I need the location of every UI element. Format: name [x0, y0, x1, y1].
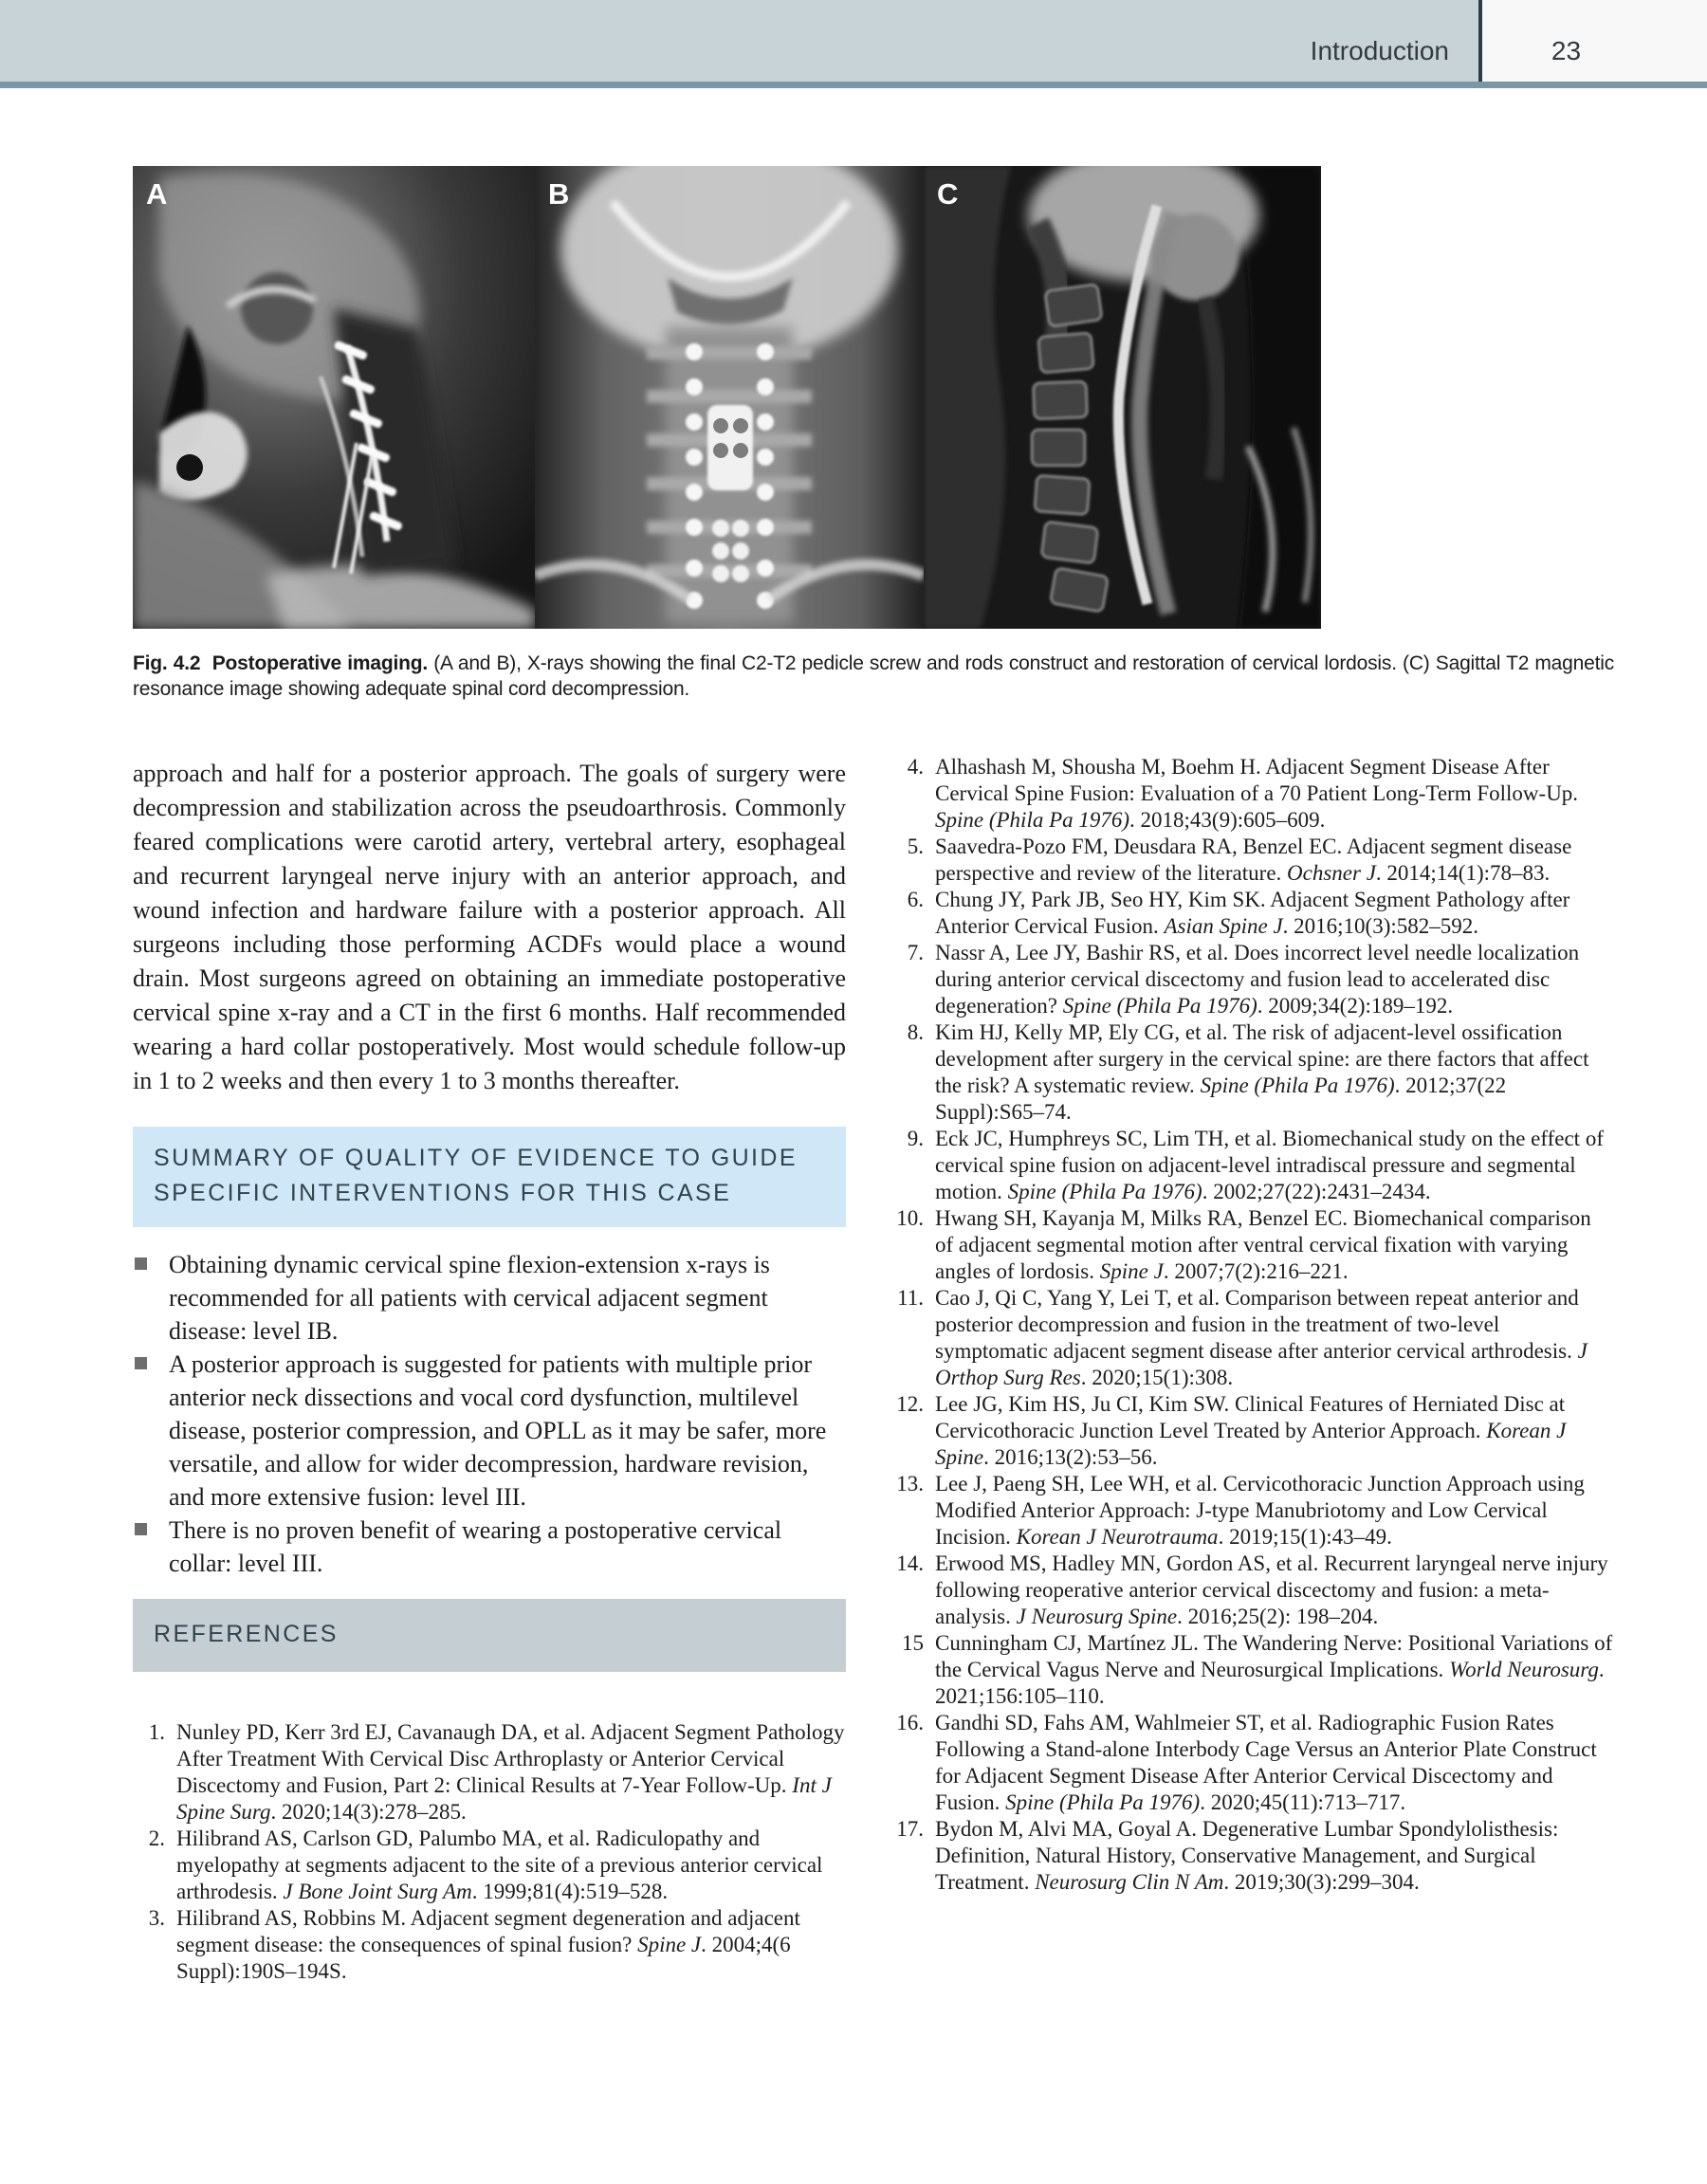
reference-journal: Ochsner J: [1287, 861, 1376, 885]
reference-text: . 2021;156:105–110.: [935, 1658, 1605, 1708]
reference-item: [891, 834, 1614, 887]
reference-number: 8.: [907, 1020, 924, 1044]
reference-journal: Spine J: [1099, 1259, 1164, 1283]
reference-item: [891, 1710, 1614, 1816]
reference-item: [891, 1126, 1614, 1205]
reference-text: . 2016;10(3):582–592.: [1282, 914, 1479, 938]
reference-number: 12.: [896, 1392, 924, 1416]
reference-text: Gandhi SD, Fahs AM, Wahlmeier ST, et al. Radiographic Fusion Rates Following a Stand-alone Interbody Cage Versus an Anterior Plate Construct for Adjacent Segment Disease After Anterior Cervical Discectomy and Fusion.: [935, 1711, 1597, 1814]
figure-4-2: [133, 166, 1321, 629]
reference-number: 11.: [897, 1286, 924, 1310]
reference-text: . 2012;37(22 Suppl):S65–74.: [935, 1074, 1507, 1124]
reference-number: 16.: [896, 1711, 924, 1734]
reference-text: Hilibrand AS, Carlson GD, Palumbo MA, et al. Radiculopathy and myelopathy at segments adjacent to the site of a previous anterior cervical arthrodesis.: [176, 1826, 823, 1903]
reference-text: Chung JY, Park JB, Seo HY, Kim SK. Adjacent Segment Pathology after Anterior Cervical Fusion.: [935, 888, 1570, 938]
reference-number: 7.: [907, 941, 924, 964]
summary-box-title: SUMMARY OF QUALITY OF EVIDENCE TO GUIDE SPECIFIC INTERVENTIONS FOR THIS CASE: [154, 1145, 798, 1206]
figure-panel-b-ap-xray: [535, 166, 924, 629]
reference-text: . 2016;13(2):53–56.: [983, 1445, 1158, 1469]
reference-number: 4.: [907, 755, 924, 779]
references-list-left: [133, 1719, 846, 1985]
reference-text: Lee JG, Kim HS, Ju CI, Kim SW. Clinical Features of Herniated Disc at Cervicothoracic Junction Level Treated by Anterior Approach.: [935, 1392, 1566, 1442]
reference-text: . 2020;14(3):278–285.: [270, 1800, 467, 1824]
figure-caption-text: (A and B), X-rays showing the final C2-T2 pedicle screw and rods construct and restoration of cervical lordosis. (C) Sagittal T2 magnetic resonance image showing adequate spinal cord decompression.: [133, 652, 1614, 700]
ap-xray-graphic: [535, 166, 924, 629]
reference-number: 17.: [896, 1817, 924, 1841]
panel-label-a: A: [146, 177, 168, 211]
references-heading-title: REFERENCES: [154, 1621, 339, 1647]
reference-item: [891, 1630, 1614, 1710]
reference-number: 15: [902, 1631, 924, 1655]
reference-text: Hilibrand AS, Robbins M. Adjacent segment degeneration and adjacent segment disease: the consequences of spinal fusion?: [176, 1906, 800, 1956]
reference-text: Kim HJ, Kelly MP, Ely CG, et al. The risk of adjacent-level ossification development after surgery in the cervical spine: are there factors that affect the risk? A systematic review.: [935, 1020, 1589, 1097]
panel-label-c: C: [937, 177, 959, 211]
body-paragraph: approach and half for a posterior approach. The goals of surgery were decompression and stabilization across the pseudoarthrosis. Commonly feared complications were carotid artery, vertebral artery, esophageal and recurrent laryngeal nerve injury with an anterior approach, and wound infection and hardware failure with a posterior approach. All surgeons including those performing ACDFs would place a wound drain. Most surgeons agreed on obtaining an immediate postoperative cervical spine x-ray and a CT in the first 6 months. Half recommended wearing a hard collar postoperatively. Most would schedule follow-up in 1 to 2 weeks and then every 1 to 3 months thereafter.: [133, 760, 846, 1094]
reference-text: . 2018;43(9):605–609.: [1129, 808, 1326, 832]
summary-bullet-list: [133, 1248, 846, 1580]
reference-journal: J Neurosurg Spine: [1016, 1605, 1178, 1628]
reference-number: 9.: [907, 1127, 924, 1150]
figure-caption: [133, 651, 1614, 702]
reference-text: Erwood MS, Hadley MN, Gordon AS, et al. Recurrent laryngeal nerve injury following reoperative anterior cervical discectomy and fusion: a meta-analysis.: [935, 1551, 1608, 1628]
reference-journal: Spine (Phila Pa 1976): [935, 808, 1130, 832]
reference-journal: Int J Spine Surg: [176, 1773, 832, 1824]
sagittal-mri-graphic: [924, 166, 1321, 629]
reference-number: 5.: [907, 835, 924, 858]
summary-bullet-text: Obtaining dynamic cervical spine flexion-extension x-rays is recommended for all patients with cervical adjacent segment disease: level IB.: [169, 1251, 770, 1345]
reference-item: [891, 1391, 1614, 1471]
reference-number: 1.: [148, 1720, 165, 1744]
reference-item: [891, 940, 1614, 1019]
reference-text: . 2020;45(11):713–717.: [1200, 1790, 1406, 1814]
reference-text: . 2019;15(1):43–49.: [1218, 1525, 1392, 1549]
reference-number: 2.: [148, 1826, 165, 1850]
reference-item: [891, 1285, 1614, 1391]
figure-panel-c-sagittal-mri: [924, 166, 1321, 629]
reference-text: . 1999;81(4):519–528.: [471, 1880, 669, 1903]
summary-bullet-item: [133, 1348, 846, 1514]
reference-journal: J Orthop Surg Res: [935, 1339, 1588, 1389]
reference-item: [891, 1816, 1614, 1896]
references-heading-box: [133, 1599, 846, 1672]
reference-item: [891, 754, 1614, 834]
reference-journal: World Neurosurg: [1449, 1658, 1599, 1681]
reference-journal: Spine (Phila Pa 1976): [1007, 1180, 1202, 1203]
reference-text: Cao J, Qi C, Yang Y, Lei T, et al. Comparison between repeat anterior and posterior decompression and fusion in the treatment of two-level symptomatic adjacent segment disease after anterior cervical arthrodesis.: [935, 1286, 1579, 1363]
summary-of-evidence-box: [133, 1127, 846, 1227]
reference-text: Nassr A, Lee JY, Bashir RS, et al. Does incorrect level needle localization during anterior cervical discectomy and fusion lead to accelerated disc degeneration?: [935, 941, 1580, 1018]
reference-text: Nunley PD, Kerr 3rd EJ, Cavanaugh DA, et al. Adjacent Segment Pathology After Treatment With Cervical Disc Arthroplasty or Anterior Cervical Discectomy and Fusion, Part 2: Clinical Results at 7-Year Follow-Up.: [176, 1720, 845, 1797]
reference-number: 13.: [896, 1472, 924, 1496]
reference-item: [891, 1019, 1614, 1126]
reference-text: Saavedra-Pozo FM, Deusdara RA, Benzel EC. Adjacent segment disease perspective and review of the literature.: [935, 835, 1572, 885]
reference-text: . 2002;27(22):2431–2434.: [1202, 1180, 1431, 1203]
reference-number: 14.: [896, 1551, 924, 1575]
panel-label-b: B: [548, 177, 570, 211]
reference-journal: Korean J Neurotrauma: [1016, 1525, 1219, 1549]
reference-item: [133, 1826, 846, 1905]
bullet-square-icon: [135, 1257, 147, 1270]
reference-journal: Asian Spine J: [1164, 914, 1283, 938]
reference-text: . 2009;34(2):189–192.: [1257, 994, 1454, 1018]
reference-item: [133, 1719, 846, 1826]
bullet-square-icon: [135, 1523, 147, 1535]
bullet-square-icon: [135, 1357, 147, 1369]
reference-number: 3.: [148, 1906, 165, 1930]
reference-journal: Neurosurg Clin N Am: [1035, 1870, 1224, 1894]
reference-text: Alhashash M, Shousha M, Boehm H. Adjacent Segment Disease After Cervical Spine Fusion: Evaluation of a 70 Patient Long-Term Follow-Up.: [935, 755, 1579, 805]
summary-bullet-text: A posterior approach is suggested for patients with multiple prior anterior neck dissections and vocal cord dysfunction, multilevel disease, posterior compression, and OPLL as it may be safer, more versatile, and allow for wider decompression, hardware revision, and more extensive fusion: level III.: [169, 1350, 827, 1511]
summary-bullet-item: [133, 1514, 846, 1580]
references-list-right: [891, 754, 1614, 1896]
reference-journal: J Bone Joint Surg Am: [283, 1880, 472, 1903]
reference-number: 6.: [907, 888, 924, 911]
reference-journal: Spine (Phila Pa 1976): [1005, 1790, 1201, 1814]
figure-panel-a-lateral-xray: [133, 166, 535, 629]
running-head-section: Introduction: [1310, 36, 1449, 65]
summary-bullet-item: [133, 1248, 846, 1348]
summary-bullet-text: There is no proven benefit of wearing a postoperative cervical collar: level III.: [169, 1516, 782, 1577]
reference-journal: Spine (Phila Pa 1976): [1062, 994, 1257, 1018]
left-column: [133, 757, 846, 1985]
header-rule: [0, 82, 1707, 88]
reference-text: Eck JC, Humphreys SC, Lim TH, et al. Biomechanical study on the effect of cervical spine fusion on adjacent-level intradiscal pressure and segmental motion.: [935, 1127, 1604, 1203]
reference-journal: Korean J Spine: [935, 1419, 1567, 1469]
page-number-box: [1478, 0, 1707, 82]
reference-text: . 2004;4(6 Suppl):190S–194S.: [176, 1933, 791, 1983]
figure-caption-number: Fig. 4.2: [133, 652, 201, 674]
reference-journal: Spine (Phila Pa 1976): [1200, 1074, 1395, 1097]
reference-item: [891, 1471, 1614, 1551]
reference-item: [891, 1205, 1614, 1285]
right-column: [891, 754, 1614, 1896]
reference-text: . 2019;30(3):299–304.: [1223, 1870, 1420, 1894]
reference-text: . 2014;14(1):78–83.: [1375, 861, 1551, 885]
reference-item: [891, 887, 1614, 940]
reference-number: 10.: [896, 1206, 924, 1230]
page-number: 23: [1551, 36, 1582, 65]
reference-journal: Spine J: [637, 1933, 702, 1956]
reference-text: Hwang SH, Kayanja M, Milks RA, Benzel EC. Biomechanical comparison of adjacent segmental motion after ventral cervical fixation with varying angles of lordosis.: [935, 1206, 1591, 1283]
lateral-xray-graphic: [133, 166, 535, 629]
reference-text: . 2007;7(2):216–221.: [1163, 1259, 1349, 1283]
reference-item: [891, 1551, 1614, 1630]
reference-item: [133, 1905, 846, 1985]
header-band: [0, 0, 1707, 82]
reference-text: . 2016;25(2): 198–204.: [1177, 1605, 1379, 1628]
reference-text: Bydon M, Alvi MA, Goyal A. Degenerative Lumbar Spondylolisthesis: Definition, Natural History, Conservative Management, and Surgical Treatment.: [935, 1817, 1559, 1894]
reference-text: . 2020;15(1):308.: [1080, 1366, 1234, 1389]
reference-text: Cunningham CJ, Martínez JL. The Wandering Nerve: Positional Variations of the Cervical Vagus Nerve and Neurosurgical Implications.: [935, 1631, 1613, 1681]
reference-text: Lee J, Paeng SH, Lee WH, et al. Cervicothoracic Junction Approach using Modified Anterior Approach: J-type Manubriotomy and Low Cervical Incision.: [935, 1472, 1585, 1549]
figure-caption-title: Postoperative imaging.: [211, 652, 428, 674]
